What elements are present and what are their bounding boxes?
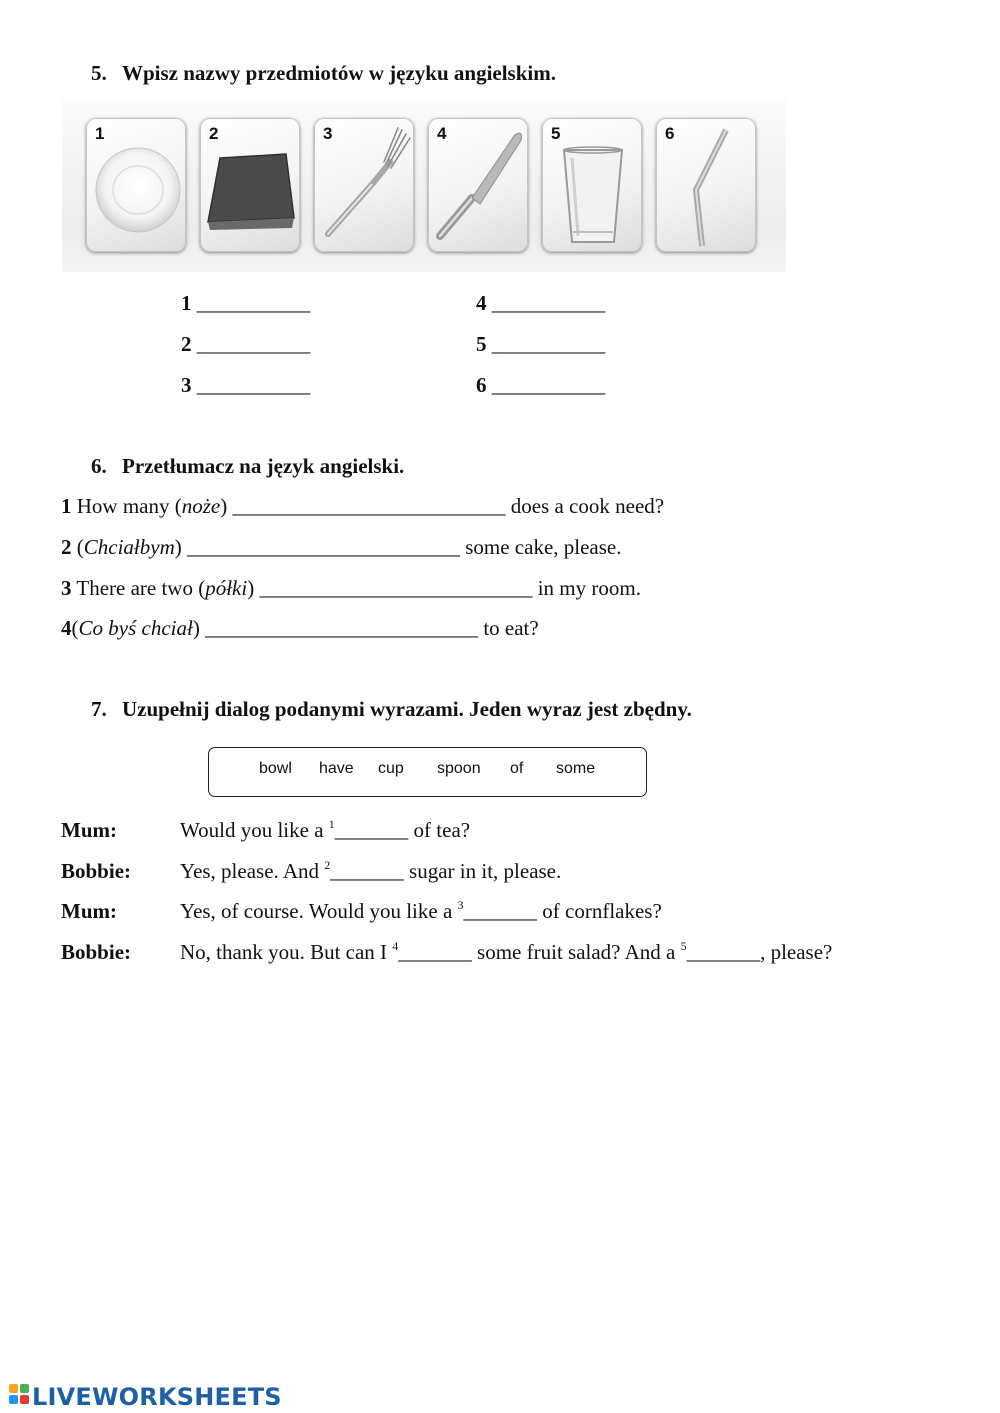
card-number: 5: [551, 124, 561, 143]
item-number: 4: [61, 616, 72, 640]
answer-number: 4: [476, 291, 487, 315]
logo-icon: [8, 1383, 30, 1411]
answer-blank[interactable]: ___________: [491, 291, 606, 315]
dialog-text: Yes, of course. Would you like a $^3$_______ of cornflakes?: [180, 898, 662, 923]
answer-blank[interactable]: ___________: [491, 332, 606, 356]
card-number: 3: [323, 124, 333, 143]
polish-hint: Chciałbym: [83, 535, 175, 559]
knife-icon: [428, 118, 528, 252]
word-bank-item: some: [556, 760, 596, 777]
answer-line: [476, 332, 605, 357]
dialog-line: [61, 859, 961, 889]
answer-line: [181, 291, 310, 316]
answer-number: 3: [181, 373, 192, 397]
straw-icon: [656, 118, 756, 252]
word-bank-item: cup: [378, 760, 404, 777]
polish-hint: półki: [205, 576, 248, 600]
answer-blank[interactable]: ___________: [196, 291, 311, 315]
answer-blank[interactable]: __________________________: [232, 494, 506, 518]
exercise-6-heading: [91, 454, 404, 479]
gap-number: 5: [680, 939, 687, 953]
word-bank-item: bowl: [259, 760, 292, 777]
gap-number: 4: [392, 939, 399, 953]
translation-sentence: [61, 616, 539, 641]
answer-blank[interactable]: __________________________: [205, 616, 479, 640]
speaker: Mum:: [61, 899, 117, 923]
answer-number: 5: [476, 332, 487, 356]
exercise-7-heading: [91, 697, 692, 722]
answer-line: [476, 291, 605, 316]
sentence-text: ): [220, 494, 233, 518]
exercise-number: 5.: [91, 61, 107, 85]
word-bank-item: spoon: [437, 760, 481, 777]
speaker: Bobbie:: [61, 940, 132, 964]
sentence-text: does a cook need?: [505, 494, 665, 518]
word-bank-item: have: [319, 760, 354, 777]
picture-card: [314, 118, 414, 252]
dialog-text: Yes, please. And $^2$_______ sugar in it, please.: [180, 858, 562, 883]
dialog-line: [61, 940, 961, 970]
sentence-text: (: [71, 535, 84, 559]
dialog-text: Would you like a $^1$_______ of tea?: [180, 817, 471, 842]
dialog-text: No, thank you. But can I $^4$_______ some fruit salad? And a $^5$_______, please?: [180, 939, 833, 964]
sentence-text: How many (: [71, 494, 182, 518]
picture-strip: [62, 100, 786, 272]
sentence-text: to eat?: [478, 616, 539, 640]
answer-blank[interactable]: ___________: [196, 373, 311, 397]
fork-icon: [314, 118, 414, 252]
exercise-number: 7.: [91, 697, 107, 721]
sentence-text: ): [247, 576, 260, 600]
answer-line: [476, 373, 605, 398]
speaker: Mum:: [61, 818, 117, 842]
gap-number: 3: [457, 898, 464, 912]
word-bank: [208, 747, 647, 797]
answer-blank[interactable]: _______ some fruit salad? And a: [398, 940, 681, 964]
answer-blank[interactable]: __________________________: [186, 535, 460, 559]
card-number: 2: [209, 124, 219, 143]
answer-number: 1: [181, 291, 192, 315]
glass-icon: [542, 118, 642, 252]
polish-hint: noże: [181, 494, 221, 518]
exercise-title: Przetłumacz na język angielski.: [122, 454, 405, 478]
translation-sentence: [61, 535, 622, 560]
word-bank-item: of: [510, 760, 524, 777]
answer-line: [181, 373, 310, 398]
picture-card: [428, 118, 528, 252]
dialog-line: [61, 899, 961, 929]
answer-blank[interactable]: _______, please?: [686, 940, 833, 964]
answer-blank[interactable]: _______ of cornflakes?: [463, 899, 662, 923]
dialog-line: [61, 818, 961, 848]
gap-number: 1: [328, 817, 335, 831]
item-number: 2: [61, 535, 72, 559]
answer-blank[interactable]: _______ sugar in it, please.: [330, 859, 562, 883]
picture-card: [542, 118, 642, 252]
exercise-title: Uzupełnij dialog podanymi wyrazami. Jeden wyraz jest zbędny.: [122, 697, 692, 721]
gap-number: 2: [324, 858, 331, 872]
sentence-text: ): [174, 535, 187, 559]
answer-number: 2: [181, 332, 192, 356]
sentence-text: some cake, please.: [459, 535, 622, 559]
item-number: 1: [61, 494, 72, 518]
card-number: 1: [95, 124, 105, 143]
sentence-text: ): [192, 616, 206, 640]
picture-card: [200, 118, 300, 252]
exercise-5-heading: [91, 61, 556, 86]
card-number: 6: [665, 124, 675, 143]
speaker: Bobbie:: [61, 859, 132, 883]
sentence-text: (: [71, 616, 79, 640]
answer-line: [181, 332, 310, 357]
answer-number: 6: [476, 373, 487, 397]
plate-icon: [86, 118, 186, 252]
logo-text: LIVEWORKSHEETS: [32, 1383, 282, 1411]
item-number: 3: [61, 576, 72, 600]
liveworksheets-logo[interactable]: [8, 1382, 282, 1411]
polish-hint: Co byś chciał: [78, 616, 193, 640]
exercise-title: Wpisz nazwy przedmiotów w języku angielskim.: [122, 61, 556, 85]
card-number: 4: [437, 124, 447, 143]
exercise-number: 6.: [91, 454, 107, 478]
sentence-text: in my room.: [532, 576, 641, 600]
answer-blank[interactable]: __________________________: [259, 576, 533, 600]
answer-blank[interactable]: _______ of tea?: [334, 818, 471, 842]
answer-blank[interactable]: ___________: [196, 332, 311, 356]
sentence-text: There are two (: [71, 576, 206, 600]
picture-card: [656, 118, 756, 252]
translation-sentence: [61, 576, 641, 601]
translation-sentence: [61, 494, 664, 519]
answer-blank[interactable]: ___________: [491, 373, 606, 397]
napkin-icon: [200, 118, 300, 252]
picture-card: [86, 118, 186, 252]
